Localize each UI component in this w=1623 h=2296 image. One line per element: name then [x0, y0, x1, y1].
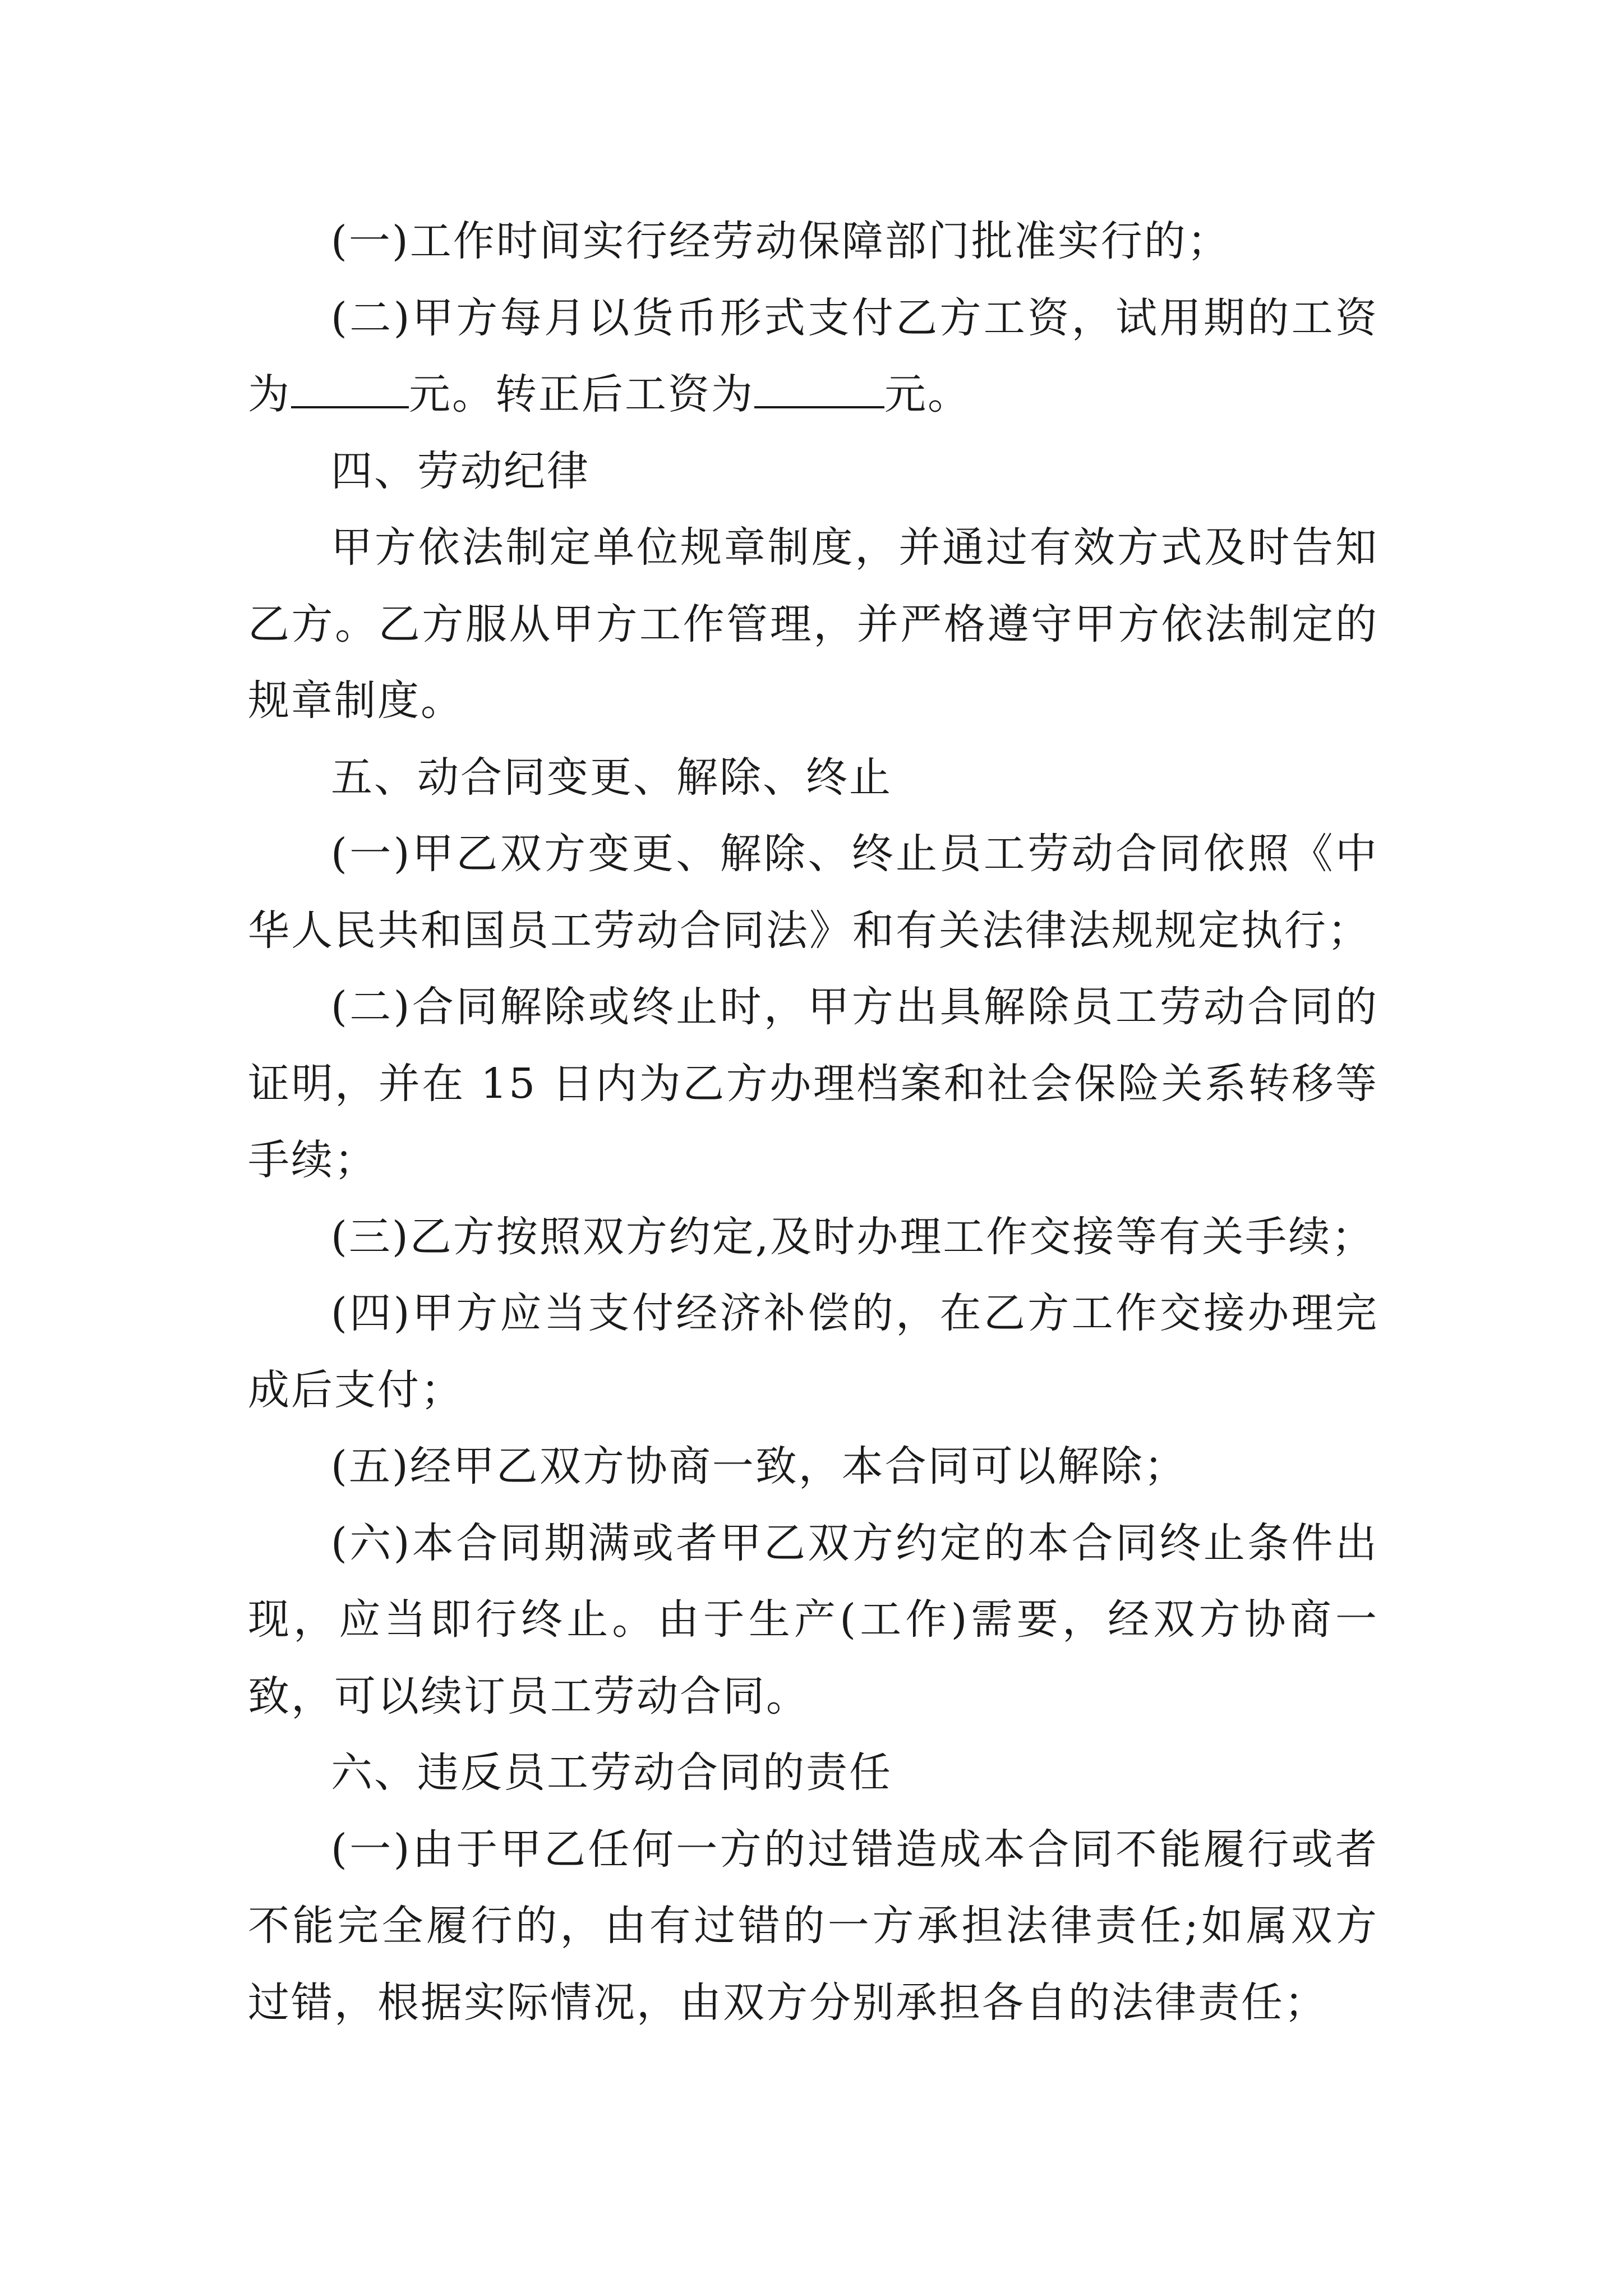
paragraph-mutual-termination: (五)经甲乙双方协商一致，本合同可以解除；: [331, 1442, 1187, 1490]
paragraph-change-law: (一)甲乙双方变更、解除、终止员工劳动合同依照《中华人民共和国员工劳动合同法》和有关法律法规规定执行；: [248, 830, 1378, 955]
section-heading-contract-change: 五、动合同变更、解除、终止: [331, 753, 892, 802]
paragraph-expiry: (六)本合同期满或者甲乙双方约定的本合同终止条件出现，应当即行终止。由于生产(工作)需要，经双方协商一致，可以续订员工劳动合同。: [248, 1519, 1378, 1720]
paragraph-fault-liability: (一)由于甲乙任何一方的过错造成本合同不能履行或者不能完全履行的，由有过错的一方承担法律责任;如属双方过错，根据实际情况，由双方分别承担各自的法律责任；: [248, 1825, 1378, 2027]
salary-text-after: 元。: [884, 370, 971, 418]
salary-text-before: (二)甲方每月以货币形式支付乙方工资，试用期的工资为: [248, 293, 1378, 418]
paragraph-handover: (三)乙方按照双方约定,及时办理工作交接等有关手续；: [331, 1212, 1375, 1261]
section-heading-labor-discipline: 四、劳动纪律: [331, 447, 590, 495]
document-body: [248, 203, 1378, 2041]
regular-salary-blank: [754, 369, 884, 408]
paragraph-salary: [248, 280, 1378, 433]
paragraph-termination-certificate: (二)合同解除或终止时，甲方出具解除员工劳动合同的证明，并在 15 日内为乙方办理档案和社会保险关系转移等手续；: [248, 983, 1378, 1184]
probation-salary-blank: [291, 369, 409, 408]
section-heading-liability: 六、违反员工劳动合同的责任: [331, 1749, 892, 1797]
salary-text-mid: 元。转正后工资为: [409, 370, 754, 418]
paragraph-rules: 甲方依法制定单位规章制度，并通过有效方式及时告知乙方。乙方服从甲方工作管理，并严格遵守甲方依法制定的规章制度。: [248, 523, 1378, 725]
paragraph-work-hours: (一)工作时间实行经劳动保障部门批准实行的；: [331, 217, 1230, 265]
paragraph-compensation: (四)甲方应当支付经济补偿的，在乙方工作交接办理完成后支付；: [248, 1289, 1378, 1414]
